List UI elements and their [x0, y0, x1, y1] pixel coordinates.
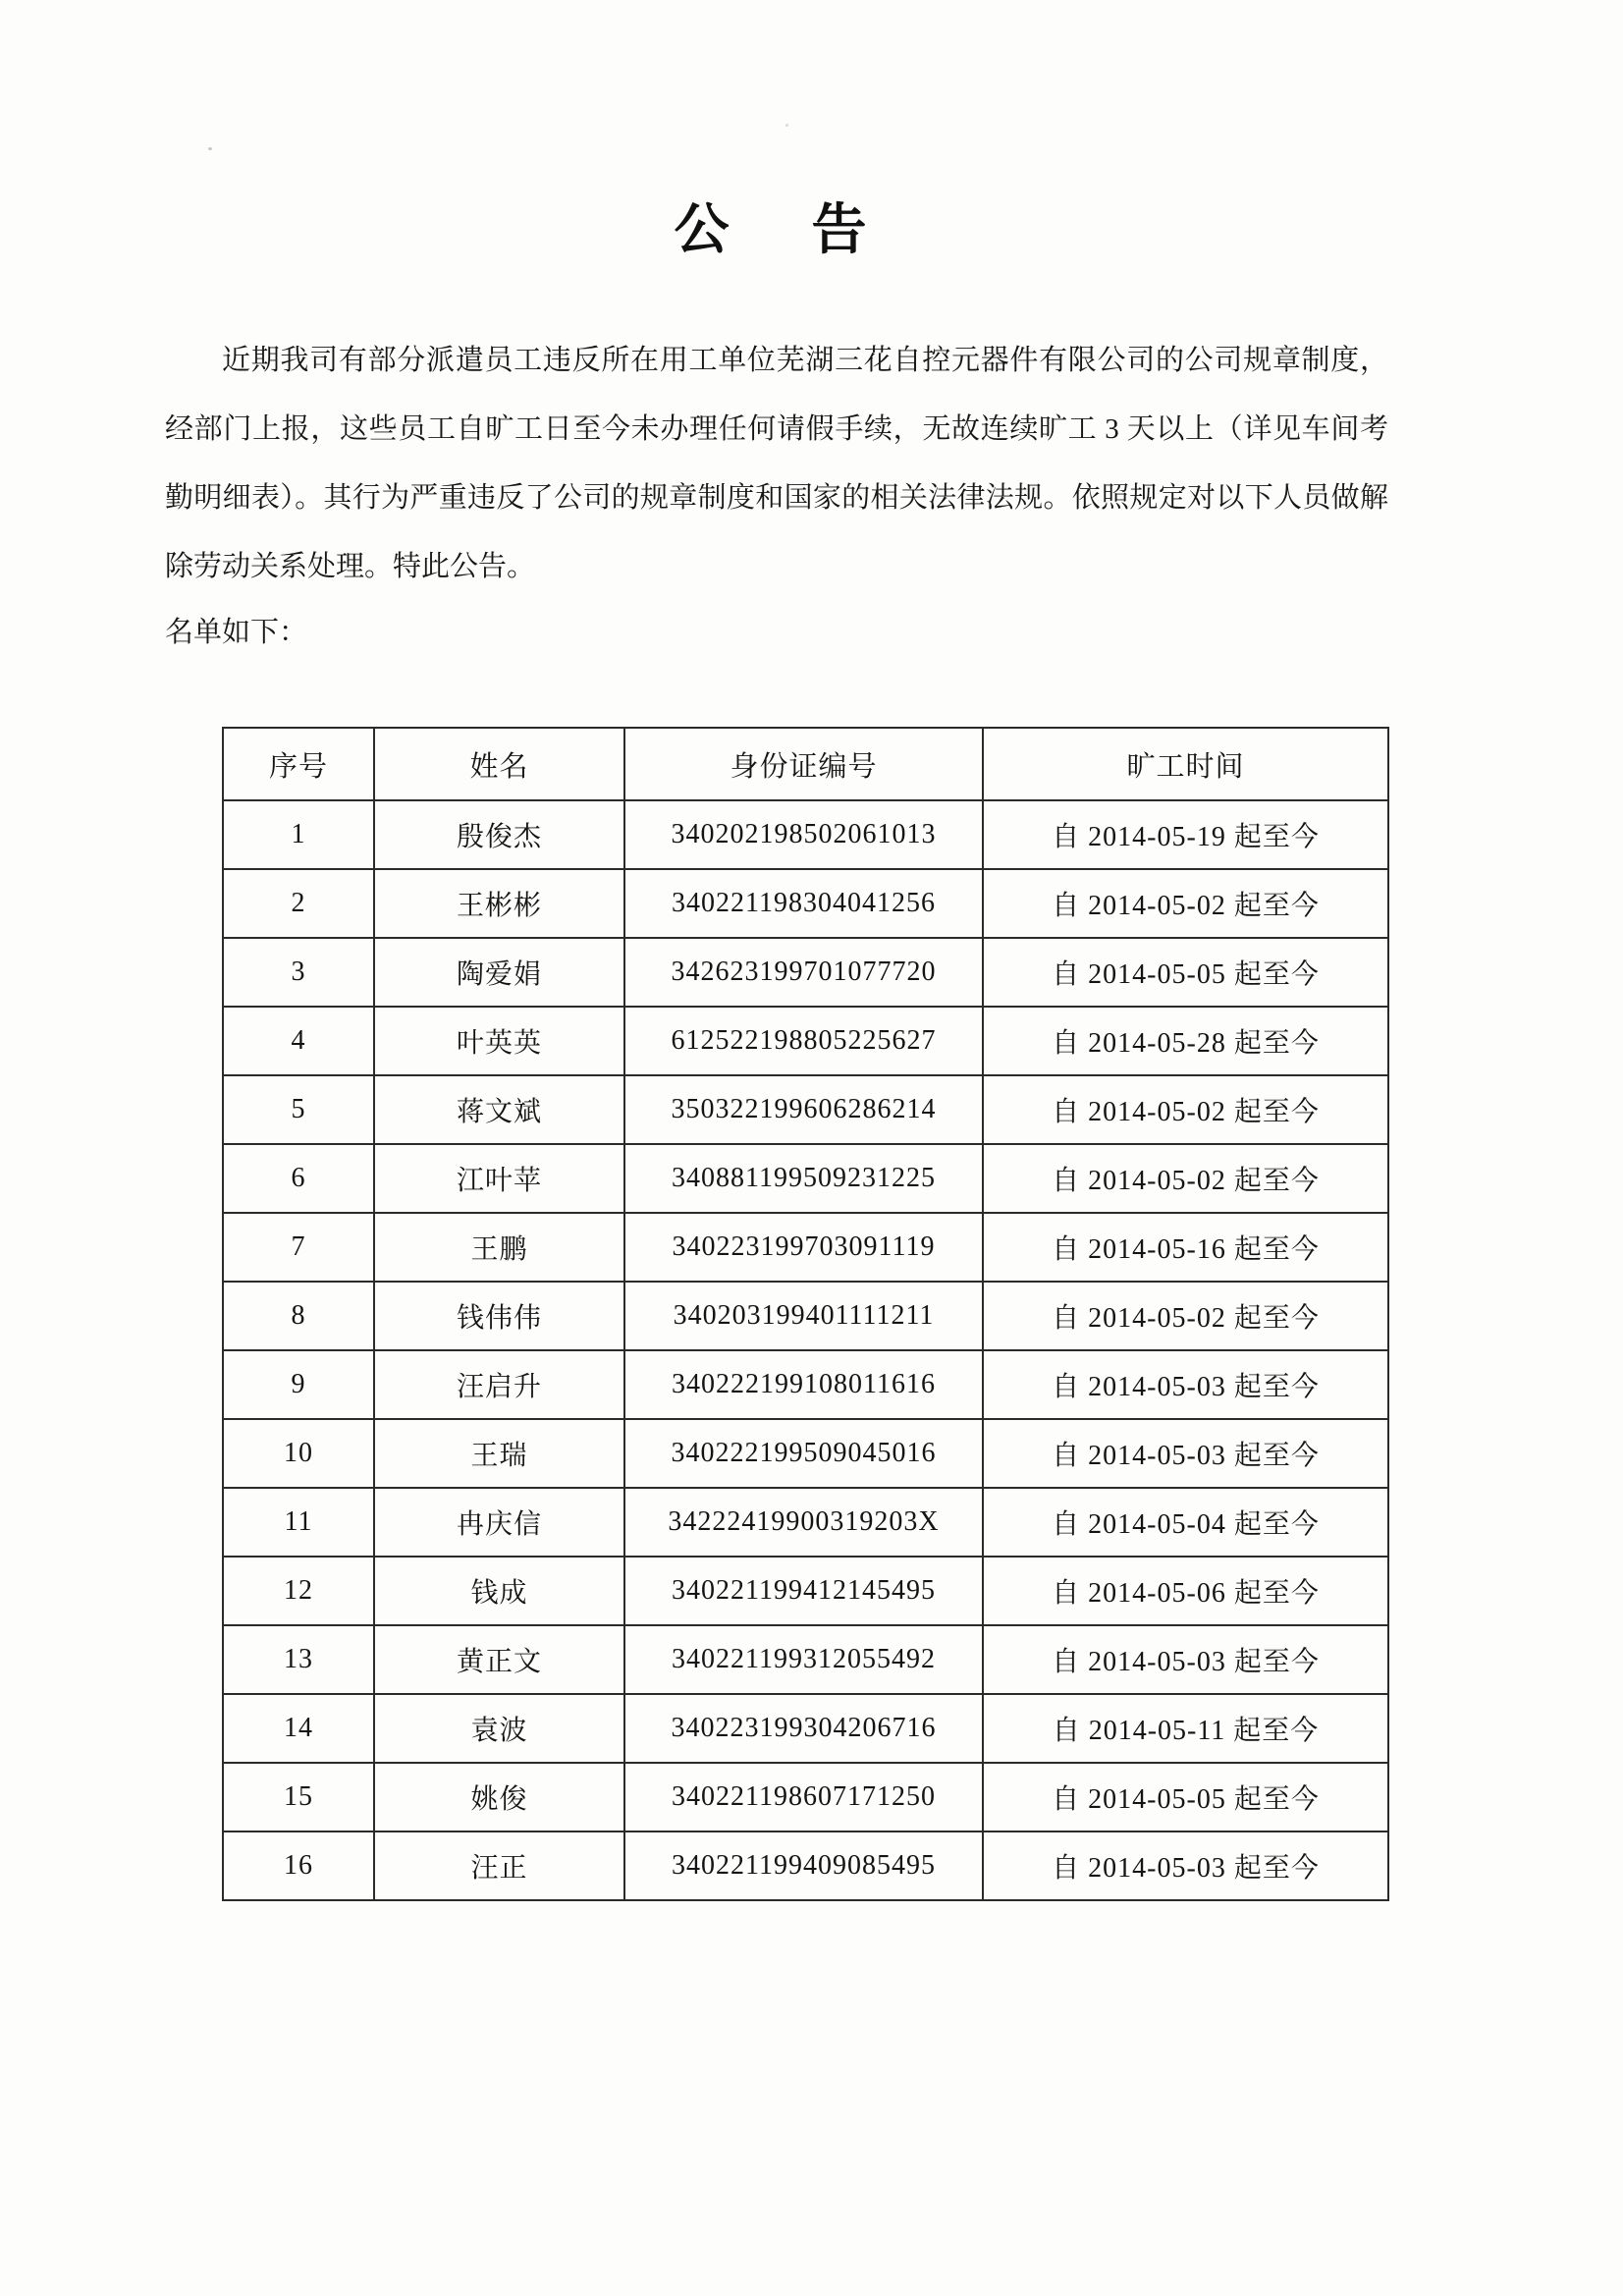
notice-body-paragraph: 近期我司有部分派遣员工违反所在用工单位芜湖三花自控元器件有限公司的公司规章制度，经部门上报，这些员工自旷工日至今未办理任何请假手续，无故连续旷工 3 天以上（详见车间考勤明细表）。其行为严重违反了公司的规章制度和国家的相关法律法规。依照规定对以下人员做解除劳动关系处理。特此公告。 [165, 345, 1388, 582]
cell-index: 11 [223, 1488, 374, 1557]
table-row [223, 1831, 1388, 1900]
cell-id-number: 350322199606286214 [624, 1075, 983, 1144]
cell-id-number: 340223199703091119 [624, 1213, 983, 1282]
cell-absence-period: 自 2014-05-02 起至今 [983, 1282, 1388, 1350]
cell-absence-period: 自 2014-05-03 起至今 [983, 1350, 1388, 1419]
col-header-name: 姓名 [374, 728, 624, 800]
cell-id-number: 340203199401111211 [624, 1282, 983, 1350]
cell-id-number: 340222199509045016 [624, 1419, 983, 1488]
cell-index: 14 [223, 1694, 374, 1763]
cell-id-number: 340221199312055492 [624, 1625, 983, 1694]
cell-absence-period: 自 2014-05-05 起至今 [983, 938, 1388, 1007]
cell-index: 12 [223, 1557, 374, 1625]
cell-index: 4 [223, 1007, 374, 1075]
cell-absence-period: 自 2014-05-03 起至今 [983, 1831, 1388, 1900]
cell-absence-period: 自 2014-05-03 起至今 [983, 1625, 1388, 1694]
cell-id-number: 34222419900319203X [624, 1488, 983, 1557]
cell-id-number: 340202198502061013 [624, 800, 983, 869]
cell-index: 6 [223, 1144, 374, 1213]
cell-index: 8 [223, 1282, 374, 1350]
cell-index: 10 [223, 1419, 374, 1488]
cell-name: 王鹏 [374, 1213, 624, 1282]
cell-id-number: 342623199701077720 [624, 938, 983, 1007]
cell-absence-period: 自 2014-05-28 起至今 [983, 1007, 1388, 1075]
document-title: 公 告 [674, 200, 881, 261]
cell-absence-period: 自 2014-05-16 起至今 [983, 1213, 1388, 1282]
cell-absence-period: 自 2014-05-03 起至今 [983, 1419, 1388, 1488]
dismissal-table [222, 727, 1389, 1901]
cell-name: 姚俊 [374, 1763, 624, 1831]
cell-name: 冉庆信 [374, 1488, 624, 1557]
cell-index: 5 [223, 1075, 374, 1144]
table-header-row [223, 728, 1388, 800]
table-row [223, 1350, 1388, 1419]
table-row [223, 1075, 1388, 1144]
cell-id-number: 340221199412145495 [624, 1557, 983, 1625]
cell-name: 钱伟伟 [374, 1282, 624, 1350]
cell-name: 王瑞 [374, 1419, 624, 1488]
cell-name: 汪正 [374, 1831, 624, 1900]
scan-speck [785, 124, 788, 127]
cell-absence-period: 自 2014-05-02 起至今 [983, 1144, 1388, 1213]
cell-id-number: 340221198304041256 [624, 869, 983, 938]
col-header-absence-period: 旷工时间 [983, 728, 1388, 800]
cell-name: 叶英英 [374, 1007, 624, 1075]
table-row [223, 1625, 1388, 1694]
cell-name: 袁波 [374, 1694, 624, 1763]
cell-absence-period: 自 2014-05-02 起至今 [983, 1075, 1388, 1144]
cell-name: 江叶苹 [374, 1144, 624, 1213]
cell-index: 16 [223, 1831, 374, 1900]
table-row [223, 1007, 1388, 1075]
cell-absence-period: 自 2014-05-06 起至今 [983, 1557, 1388, 1625]
cell-name: 汪启升 [374, 1350, 624, 1419]
table-row [223, 1694, 1388, 1763]
cell-index: 9 [223, 1350, 374, 1419]
cell-index: 2 [223, 869, 374, 938]
col-header-id-number: 身份证编号 [624, 728, 983, 800]
table-row [223, 800, 1388, 869]
col-header-index: 序号 [223, 728, 374, 800]
cell-name: 殷俊杰 [374, 800, 624, 869]
cell-index: 3 [223, 938, 374, 1007]
cell-absence-period: 自 2014-05-19 起至今 [983, 800, 1388, 869]
cell-id-number: 612522198805225627 [624, 1007, 983, 1075]
list-intro-label: 名单如下： [165, 617, 308, 648]
table-row [223, 1488, 1388, 1557]
cell-name: 黄正文 [374, 1625, 624, 1694]
cell-index: 1 [223, 800, 374, 869]
cell-id-number: 340223199304206716 [624, 1694, 983, 1763]
cell-name: 蒋文斌 [374, 1075, 624, 1144]
table-row [223, 1419, 1388, 1488]
cell-absence-period: 自 2014-05-11 起至今 [983, 1694, 1388, 1763]
cell-id-number: 340221198607171250 [624, 1763, 983, 1831]
dismissal-table-body [223, 800, 1388, 1900]
cell-id-number: 340221199409085495 [624, 1831, 983, 1900]
table-row [223, 1282, 1388, 1350]
scan-speck [208, 147, 212, 150]
table-row [223, 1763, 1388, 1831]
cell-absence-period: 自 2014-05-05 起至今 [983, 1763, 1388, 1831]
cell-name: 王彬彬 [374, 869, 624, 938]
cell-absence-period: 自 2014-05-04 起至今 [983, 1488, 1388, 1557]
table-row [223, 869, 1388, 938]
table-row [223, 1213, 1388, 1282]
cell-absence-period: 自 2014-05-02 起至今 [983, 869, 1388, 938]
cell-index: 15 [223, 1763, 374, 1831]
cell-name: 钱成 [374, 1557, 624, 1625]
cell-index: 7 [223, 1213, 374, 1282]
dismissal-table-header [223, 728, 1388, 800]
table-row [223, 1144, 1388, 1213]
table-row [223, 938, 1388, 1007]
cell-id-number: 340222199108011616 [624, 1350, 983, 1419]
cell-index: 13 [223, 1625, 374, 1694]
cell-id-number: 340881199509231225 [624, 1144, 983, 1213]
table-row [223, 1557, 1388, 1625]
cell-name: 陶爱娟 [374, 938, 624, 1007]
